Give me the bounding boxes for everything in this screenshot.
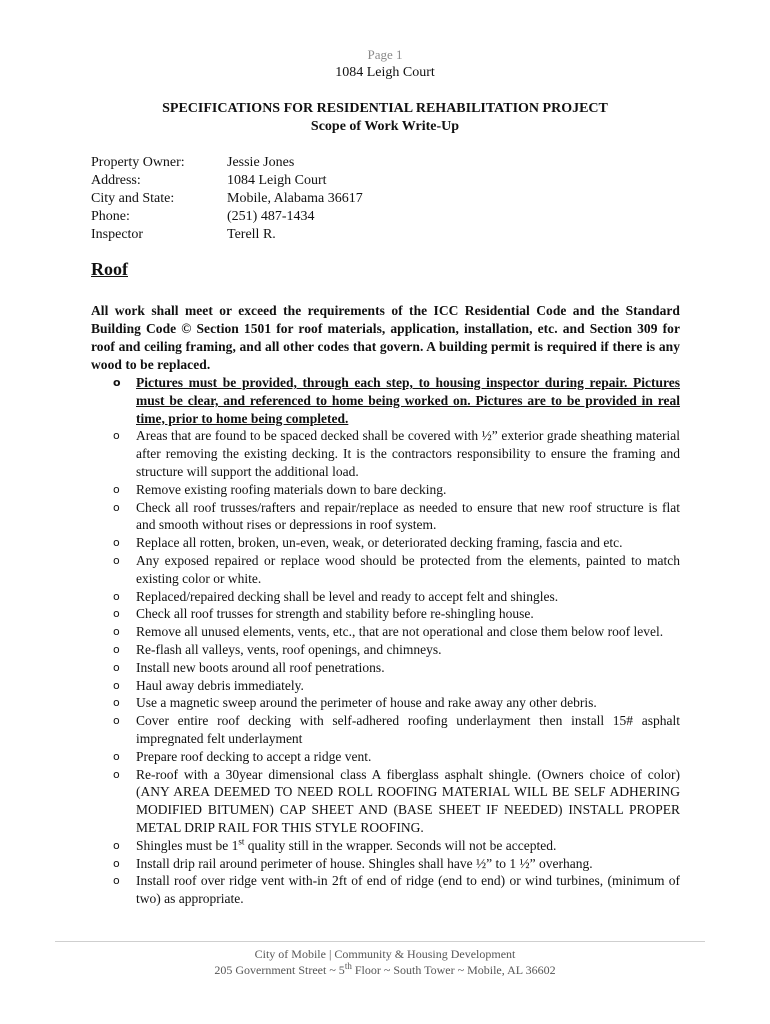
list-item-text: Areas that are found to be spaced decked shall be covered with ½” exterior grade sheathing material after removing the existing decking. It is the contractors responsibility to ensure the framing and structure will support the additional load. xyxy=(136,428,680,479)
list-item-text: Check all roof trusses for strength and stability before re-shingling house. xyxy=(136,606,534,622)
bullet-icon: o xyxy=(113,482,120,496)
bullet-icon: o xyxy=(113,660,120,674)
list-item-text: Remove existing roofing materials down to bare decking. xyxy=(136,481,447,497)
list-item xyxy=(91,641,680,659)
list-item-text: Any exposed repaired or replace wood should be protected from the elements, painted to match existing color or white. xyxy=(136,552,680,586)
footer-line-1: City of Mobile | Community & Housing Development xyxy=(254,947,516,961)
list-item-text: Haul away debris immediately. xyxy=(136,677,304,693)
list-item-text: Cover entire roof decking with self-adhered roofing underlayment then install 15# asphalt impregnated felt underlayment xyxy=(136,713,680,746)
list-item xyxy=(91,659,680,677)
bullet-icon: o xyxy=(113,838,120,852)
list-item-text: Remove all unused elements, vents, etc., that are not operational and close them below roof level. xyxy=(136,624,664,640)
info-value: Jessie Jones xyxy=(227,155,295,170)
bullet-icon: o xyxy=(113,874,120,888)
info-row-phone xyxy=(91,208,363,226)
bullet-icon: o xyxy=(113,376,121,389)
list-item-text: Re-roof with a 30year dimensional class A fiberglass asphalt shingle. (Owners choice of color) (ANY AREA DEEMED TO NEED ROLL ROOFING MATERIAL WILL BE SELF ADHERING MODIFIED BITUMEN) CAP SHEET AND (BASE SHEET IF NEEDED) INSTALL PROPER METAL DRIP RAIL FOR THIS STYLE ROOFING. xyxy=(136,766,680,835)
info-value: Terell R. xyxy=(227,227,276,242)
list-item-text: Install drip rail around perimeter of house. Shingles shall have ½” to 1 ½” overhang. xyxy=(136,855,593,871)
footer-divider xyxy=(55,941,705,942)
page-number: Page 1 xyxy=(367,47,403,62)
bullet-icon: o xyxy=(113,714,120,728)
list-item-text: Pictures must be provided, through each step, to housing inspector during repair. Pictures must be clear, and referenced to home being worked on. Pictures are to be provided in real time, prior to home being completed. xyxy=(136,375,680,426)
info-label: Address: xyxy=(91,173,141,188)
list-item xyxy=(91,677,680,695)
list-item xyxy=(91,534,680,552)
list-item-text: Replaced/repaired decking shall be level and ready to accept felt and shingles. xyxy=(136,588,559,604)
list-item xyxy=(91,481,680,499)
footer-line-2: 205 Government Street ~ 5th Floor ~ South Tower ~ Mobile, AL 36602 xyxy=(214,961,556,977)
bullet-icon: o xyxy=(113,589,120,603)
header-address: 1084 Leigh Court xyxy=(335,65,435,80)
bullet-icon: o xyxy=(113,749,120,763)
bullet-icon: o xyxy=(113,500,120,514)
list-item xyxy=(91,374,680,427)
list-item xyxy=(91,427,680,480)
list-item-text: Shingles must be 1st quality still in the wrapper. Seconds will not be accepted. xyxy=(136,836,557,853)
list-item-text: Re-flash all valleys, vents, roof openings, and chimneys. xyxy=(136,641,442,657)
bullet-icon: o xyxy=(113,856,120,870)
list-item xyxy=(91,552,680,588)
info-row-address xyxy=(91,172,363,190)
bullet-icon: o xyxy=(113,625,120,639)
info-value: Mobile, Alabama 36617 xyxy=(227,191,363,206)
list-item xyxy=(91,766,680,837)
list-item xyxy=(91,588,680,606)
bullet-icon: o xyxy=(113,607,120,621)
bullet-icon: o xyxy=(113,536,120,550)
list-item xyxy=(91,694,680,712)
list-item xyxy=(91,855,680,873)
info-value: 1084 Leigh Court xyxy=(227,173,327,188)
info-label: City and State: xyxy=(91,191,175,206)
info-row-inspector xyxy=(91,226,363,244)
list-item xyxy=(91,499,680,535)
info-label: Inspector xyxy=(91,227,144,242)
info-label: Phone: xyxy=(91,209,130,224)
list-item-text: Replace all rotten, broken, un-even, weak, or deteriorated decking framing, fascia and etc. xyxy=(136,535,623,551)
list-item-text: Use a magnetic sweep around the perimeter of house and rake away any other debris. xyxy=(136,695,597,711)
list-item xyxy=(91,748,680,766)
document-subtitle: Scope of Work Write-Up xyxy=(310,119,460,134)
list-item xyxy=(91,837,680,855)
bullet-icon: o xyxy=(113,642,120,656)
bullet-icon: o xyxy=(113,767,120,781)
bullet-icon: o xyxy=(113,429,120,443)
list-item-text: Install new boots around all roof penetrations. xyxy=(136,659,385,675)
list-item xyxy=(91,605,680,623)
work-item-list xyxy=(91,374,680,908)
property-info xyxy=(91,154,363,244)
list-item-text: Install roof over ridge vent with-in 2ft of end of ridge (end to end) or wind turbines, (minimum of two) as appropriate. xyxy=(136,873,680,907)
section-heading-roof: Roof xyxy=(91,259,128,279)
info-row-owner xyxy=(91,154,363,172)
list-item-text: Check all roof trusses/rafters and repair/replace as needed to ensure that new roof structure is flat and smooth without rises or depressions in roof system. xyxy=(136,499,680,533)
info-value: (251) 487-1434 xyxy=(227,209,315,224)
info-row-city xyxy=(91,190,363,208)
list-item-text: Prepare roof decking to accept a ridge vent. xyxy=(136,748,372,764)
bullet-icon: o xyxy=(113,696,120,710)
list-item xyxy=(91,623,680,641)
document-title: SPECIFICATIONS FOR RESIDENTIAL REHABILITATION PROJECT xyxy=(162,101,608,116)
list-item xyxy=(91,712,680,748)
info-label: Property Owner: xyxy=(91,155,185,170)
list-item xyxy=(91,872,680,908)
bullet-icon: o xyxy=(113,553,120,567)
intro-paragraph: All work shall meet or exceed the requirements of the ICC Residential Code and the Standard Building Code © Section 1501 for roof materials, application, installation, etc. and Section 309 for roof and ceiling framing, and all other codes that govern. A building permit is required if there is any wood to be replaced. xyxy=(91,303,680,372)
bullet-icon: o xyxy=(113,678,120,692)
